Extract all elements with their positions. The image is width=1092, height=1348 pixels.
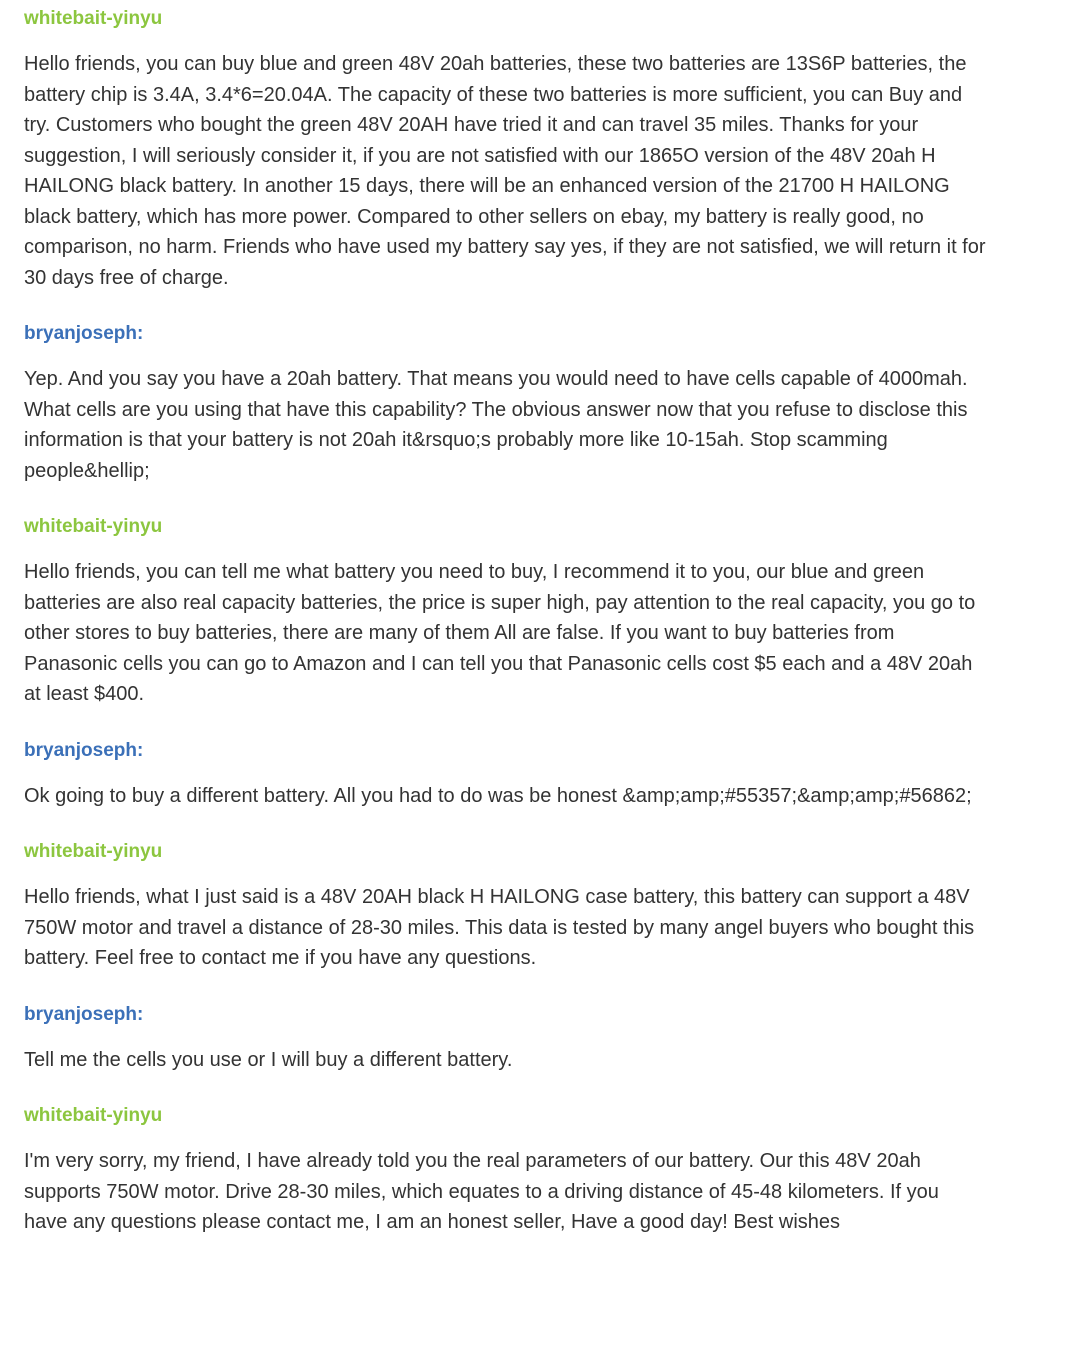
seller-username: whitebait-yinyu — [24, 1105, 163, 1126]
message-seller-1 — [24, 8, 986, 293]
message-buyer-1 — [24, 323, 986, 486]
message-text: Hello friends, what I just said is a 48V 20AH black H HAILONG case battery, this battery can support a 48V 750W motor and travel a distance of 28-30 miles. This data is tested by many angel buyers who bought this battery. Feel free to contact me if you have any questions. — [24, 886, 975, 969]
buyer-username: bryanjoseph: — [24, 1003, 144, 1025]
message-text: Hello friends, you can tell me what battery you need to buy, I recommend it to you, our blue and green batteries are also real capacity batteries, the price is super high, pay attention to the real capacity, you go to other stores to buy batteries, there are many of them All are false. If you want to buy batteries from Panasonic cells you can go to Amazon and I can tell you that Panasonic cells cost $5 each and a 48V 20ah at least $400. — [24, 561, 976, 705]
seller-username: whitebait-yinyu — [24, 516, 163, 537]
seller-username: whitebait-yinyu — [24, 8, 163, 29]
buyer-username: bryanjoseph: — [24, 739, 144, 761]
message-buyer-2 — [24, 740, 986, 812]
message-buyer-3 — [24, 1004, 986, 1076]
message-seller-2 — [24, 516, 986, 710]
message-seller-4 — [24, 1105, 986, 1238]
message-text: Tell me the cells you use or I will buy a different battery. — [24, 1048, 513, 1071]
buyer-username: bryanjoseph: — [24, 323, 144, 344]
message-text: Ok going to buy a different battery. All you had to do was be honest &amp;amp;#55357;&amp;amp;#56862; — [24, 784, 972, 807]
message-text: I'm very sorry, my friend, I have already told you the real parameters of our battery. Our this 48V 20ah supports 750W motor. Drive 28-30 miles, which equates to a driving distance of 45-48 kilometers. If you have any questions please contact me, I am an honest seller, Have a good day! Best wishes — [24, 1150, 939, 1233]
message-text: Hello friends, you can buy blue and green 48V 20ah batteries, these two batteries are 13S6P batteries, the battery chip is 3.4A, 3.4*6=20.04A. The capacity of these two batteries is more sufficient, you can Buy and try. Customers who bought the green 48V 20AH have tried it and can travel 35 miles. Thanks for your suggestion, I will seriously consider it, if you are not satisfied with our 1865O version of the 48V 20ah H HAILONG black battery. In another 15 days, there will be an enhanced version of the 21700 H HAILONG black battery, which has more power. Compared to other sellers on ebay, my battery is really good, no comparison, no harm. Friends who have used my battery say yes, if they are not satisfied, we will return it for 30 days free of charge. — [24, 53, 986, 289]
message-text: Yep. And you say you have a 20ah battery. That means you would need to have cells capable of 4000mah. What cells are you using that have this capability? The obvious answer now that you refuse to disclose this information is that your battery is not 20ah it&rsquo;s probably more like 10-15ah. Stop scamming people&hellip; — [24, 368, 968, 482]
seller-username: whitebait-yinyu — [24, 841, 163, 862]
message-seller-3 — [24, 841, 986, 974]
